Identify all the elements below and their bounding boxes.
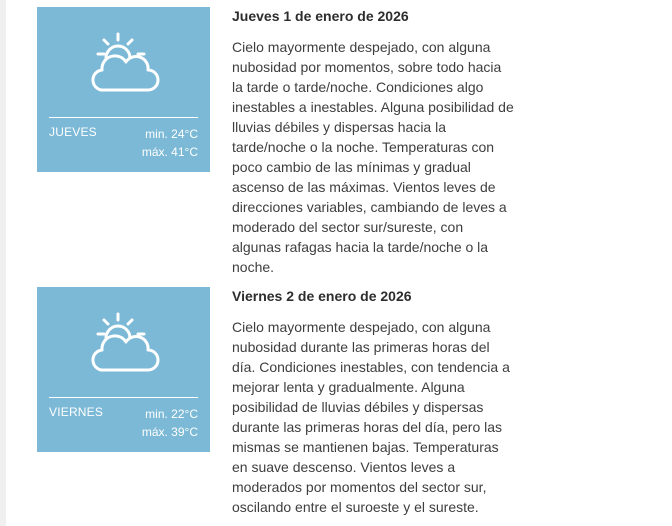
card-divider: [49, 397, 198, 398]
forecast-card: [37, 7, 210, 172]
card-divider: [49, 117, 198, 118]
partly-cloudy-icon: [90, 32, 160, 94]
partly-cloudy-icon: [90, 312, 160, 374]
max-temperature: máx. 41°C: [141, 145, 198, 159]
max-temperature: máx. 39°C: [141, 425, 198, 439]
day-name: VIERNES: [49, 405, 104, 419]
min-temperature: min. 24°C: [145, 127, 198, 141]
forecast-text: [232, 287, 515, 517]
left-rail: [0, 0, 6, 526]
forecast-description: Cielo mayormente despejado, con alguna nubosidad durante las primeras horas del día. Condiciones inestables, con tendencia a mejorar lenta y gradualmente. Alguna posibilidad de lluvias débiles y dispersas durante las primeras horas del día, pero las mismas se mantienen bajas. Temperaturas en suave descenso. Vientos leves a moderados por momentos del sector sur, oscilando entre el suroeste y el sureste.: [232, 319, 510, 515]
forecast-date-title: Viernes 2 de enero de 2026: [232, 288, 412, 304]
forecast-card: [37, 287, 210, 452]
temperature-range: [142, 405, 198, 441]
forecast-date-title: Jueves 1 de enero de 2026: [232, 8, 409, 24]
day-name: JUEVES: [49, 125, 97, 139]
min-temperature: min. 22°C: [145, 407, 198, 421]
temperature-range: [142, 125, 198, 161]
forecast-description: Cielo mayormente despejado, con alguna nubosidad por momentos, sobre todo hacia la tarde o tarde/noche. Condiciones algo inestables a inestables. Alguna posibilidad de lluvias débiles y dispersas hacia la tarde/noche o la noche. Temperaturas con poco cambio de las mínimas y gradual ascenso de las máximas. Vientos leves de direcciones variables, cambiando de leves a moderado del sector sur/sureste, con algunas rafagas hacia la tarde/noche o la noche.: [232, 39, 514, 275]
forecast-text: [232, 7, 515, 277]
